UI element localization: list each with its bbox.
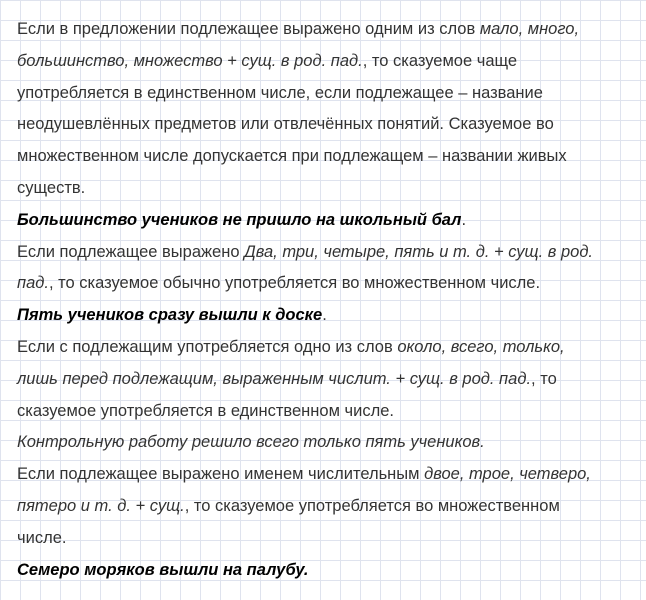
italic-term: Два, три, четыре, пять и т. д. + сущ. в род. bbox=[244, 242, 594, 261]
text-line bbox=[17, 46, 627, 78]
rule-text: множественном числе допускается при подлежащем – названии живых bbox=[17, 147, 567, 166]
rule-text: . bbox=[461, 210, 467, 229]
example-sentence: Пять учеников сразу вышли к доске bbox=[17, 306, 323, 325]
rule-text: , то bbox=[531, 369, 557, 388]
example-sentence: Большинство учеников не пришло на школьный бал bbox=[17, 210, 462, 229]
rule-text: Если подлежащее выражено bbox=[17, 242, 245, 261]
text-line bbox=[17, 109, 627, 141]
text-line bbox=[17, 300, 627, 332]
rule-text: употребляется в единственном числе, если подлежащее – название bbox=[17, 83, 543, 102]
example-sentence: Семеро моряков вышли на палубу. bbox=[17, 560, 309, 579]
text-line bbox=[17, 237, 627, 269]
rule-text: Если с подлежащим употребляется одно из слов bbox=[17, 337, 398, 356]
rule-text: Если подлежащее выражено именем числительным bbox=[17, 465, 425, 484]
italic-term: большинство, множество + сущ. в род. пад. bbox=[17, 51, 363, 70]
italic-term: Контрольную работу решило всего только пять учеников. bbox=[17, 433, 485, 452]
text-line bbox=[17, 491, 627, 523]
rule-text: существ. bbox=[17, 178, 86, 197]
rule-text: Если в предложении подлежащее выражено одним из слов bbox=[17, 20, 480, 38]
grammar-rules-text bbox=[17, 14, 627, 586]
text-line bbox=[17, 396, 627, 428]
rule-text: . bbox=[322, 306, 327, 325]
rule-text: неодушевлённых предметов или отвлечённых понятий. Сказуемое во bbox=[17, 115, 554, 134]
rule-text: , то сказуемое употребляется во множественном bbox=[184, 496, 560, 515]
italic-term: около, всего, только, bbox=[397, 337, 565, 356]
text-line bbox=[17, 14, 627, 46]
text-line bbox=[17, 555, 627, 587]
text-line bbox=[17, 427, 627, 459]
italic-term: мало, много, bbox=[479, 20, 580, 38]
rule-text: числе. bbox=[17, 528, 67, 547]
italic-term: пад. bbox=[17, 274, 49, 293]
rule-text: , то сказуемое обычно употребляется во множественном числе. bbox=[48, 274, 541, 293]
text-line bbox=[17, 459, 627, 491]
text-line bbox=[17, 205, 627, 237]
text-line bbox=[17, 78, 627, 110]
rule-text: , то сказуемое чаще bbox=[362, 51, 518, 70]
text-line bbox=[17, 141, 627, 173]
text-line bbox=[17, 173, 627, 205]
rule-text: сказуемое употребляется в единственном числе. bbox=[17, 401, 394, 420]
text-line bbox=[17, 523, 627, 555]
italic-term: пятеро и т. д. + сущ. bbox=[17, 496, 185, 515]
italic-term: двое, трое, четверо, bbox=[424, 465, 591, 484]
text-line bbox=[17, 268, 627, 300]
text-line bbox=[17, 332, 627, 364]
text-line bbox=[17, 364, 627, 396]
italic-term: лишь перед подлежащим, выраженным числит. + сущ. в род. пад. bbox=[17, 369, 532, 388]
